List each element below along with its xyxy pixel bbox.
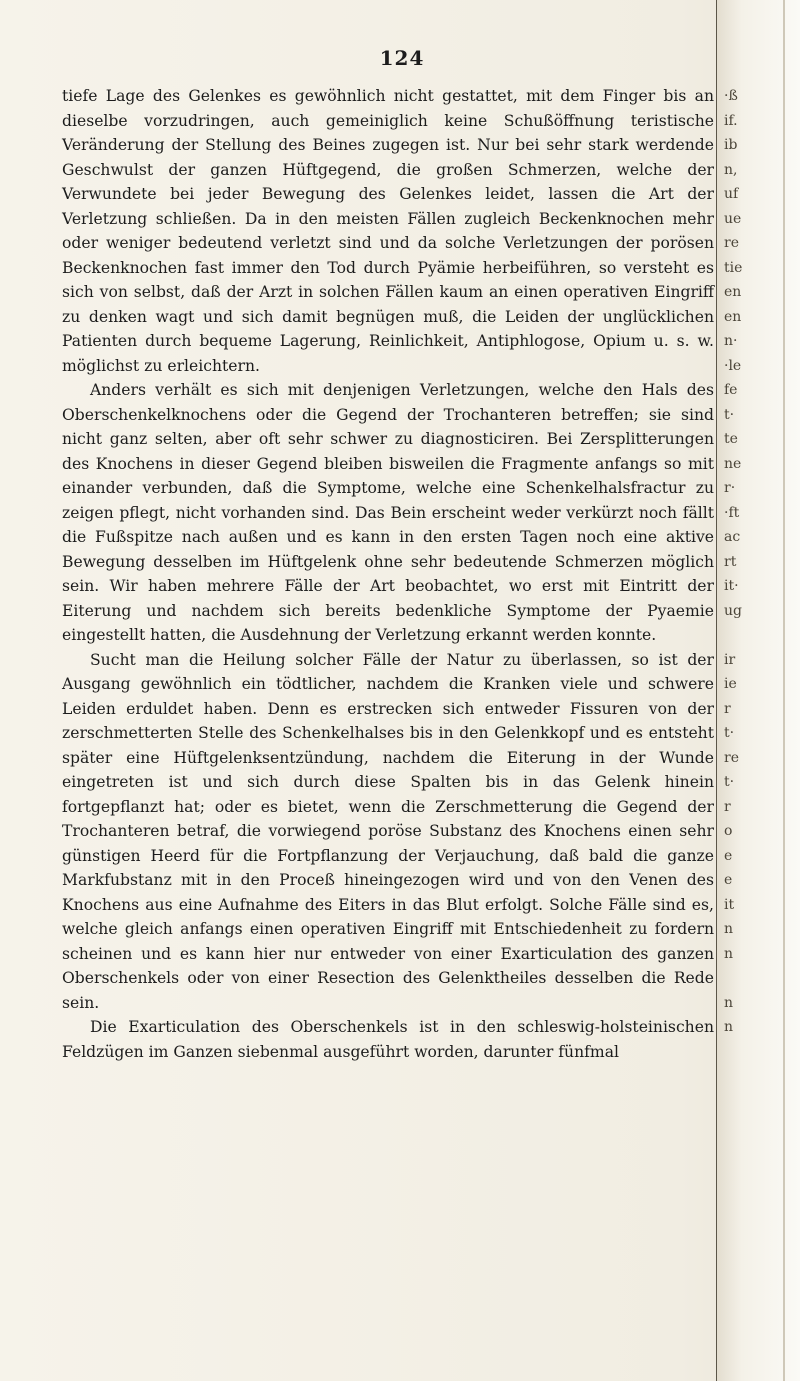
adjacent-page-fragment: ·ß <box>724 88 738 104</box>
adjacent-page-fragment <box>724 966 764 991</box>
adjacent-page-fragment <box>724 623 764 648</box>
adjacent-page-fragment: en <box>724 284 742 300</box>
adjacent-page-fragment: tie <box>724 259 743 276</box>
adjacent-page-fragment: ie <box>724 676 737 692</box>
adjacent-page-fragment: rt <box>724 553 737 570</box>
adjacent-page-fragment: n, <box>724 161 738 178</box>
adjacent-page-fragment: n <box>724 945 734 962</box>
adjacent-page-fragment: o <box>724 823 733 839</box>
adjacent-page-fragment: ue <box>724 210 742 227</box>
adjacent-page-fragment: ac <box>724 529 741 545</box>
adjacent-page-fragment: uf <box>724 186 739 202</box>
adjacent-page-fragment: e <box>724 872 733 888</box>
adjacent-page-fragment: re <box>724 235 739 251</box>
adjacent-page-fragment: t· <box>724 725 735 741</box>
adjacent-page-fragment: ib <box>724 137 738 153</box>
adjacent-page-fragment: e <box>724 847 733 864</box>
adjacent-page-fragment: fe <box>724 382 738 398</box>
adjacent-page-fragment: t· <box>724 774 735 790</box>
adjacent-page-fragment: n <box>724 994 734 1011</box>
adjacent-page-fragment: r· <box>724 480 736 496</box>
body-text <box>62 84 714 1064</box>
adjacent-page-fragment: it <box>724 896 735 913</box>
adjacent-page-fragment: it· <box>724 578 739 594</box>
adjacent-page-fragment: n <box>724 921 734 937</box>
adjacent-page-fragment: ug <box>724 602 742 619</box>
adjacent-page-fragment: if. <box>724 112 738 129</box>
adjacent-page-fragment: n· <box>724 333 738 349</box>
adjacent-page-text-fragments <box>724 84 764 1040</box>
adjacent-page-fragment: en <box>724 308 742 325</box>
page-edge-line <box>783 0 785 1381</box>
adjacent-page-fragment: n <box>724 1019 734 1035</box>
paragraph-3: Sucht man die Heilung solcher Fälle der Natur zu überlassen, so ist der Ausgang gewöhnlich ein tödtlicher, nachdem die Kranken viele und schwere Leiden erduldet haben. Denn es erstrecken sich entweder Fissuren von der zerschmetterten Stelle des Schenkelhalses bis in den Gelenkkopf und es entsteht später eine Hüftgelenksentzündung, nachdem die Eiterung in der Wunde eingetreten ist und sich durch diese Spalten bis in das Gelenk hinein fortgepflanzt hat; oder es bietet, wenn die Zerschmetterung die Gegend der Trochanteren betraf, die vorwiegend poröse Substanz des Knochens einen sehr günstigen Heerd für die Fortpflanzung der Verjauchung, daß bald die ganze Markfubstanz mit in den Proceß hineingezogen wird und von den Venen des Knochens aus eine Aufnahme des Eiters in das Blut erfolgt. Solche Fälle sind es, welche gleich anfangs einen operativen Eingriff mit Entschiedenheit zu fordern scheinen und es kann hier nur entweder von einer Exarticulation des ganzen Oberschenkels oder von einer Resection des Gelenktheiles desselben die Rede sein. <box>62 650 714 1012</box>
paragraph-2: Anders verhält es sich mit denjenigen Verletzungen, welche den Hals des Oberschenkelknochens oder die Gegend der Trochanteren betreffen; sie sind nicht ganz selten, aber oft sehr schwer zu diagnosticiren. Bei Zersplitterungen des Knochens in dieser Gegend bleiben bisweilen die Fragmente anfangs so mit einander verbunden, daß die Symptome, welche eine Schenkelhalsfractur zu zeigen pflegt, nicht vorhanden sind. Das Bein erscheint weder verkürzt noch fällt die Fußspitze nach außen und es kann in den ersten Tagen noch eine aktive Bewegung desselben im Hüftgelenk ohne sehr bedeutende Schmerzen möglich sein. Wir haben mehrere Fälle der Art beobachtet, wo erst mit Eintritt der Eiterung und nachdem sich bereits bedenkliche Symptome der Pyaemie eingestellt hatten, die Ausdehnung der Verletzung erkannt werden konnte. <box>62 381 714 644</box>
adjacent-page-fragment: r <box>724 798 731 815</box>
paragraph-4: Die Exarticulation des Oberschenkels ist in den schleswig-holsteinischen Feldzügen im Ganzen siebenmal ausgeführt worden, darunter fünfmal <box>62 1018 714 1061</box>
adjacent-page-fragment: ir <box>724 651 736 668</box>
adjacent-page-fragment: t· <box>724 406 735 423</box>
paragraph-1: tiefe Lage des Gelenkes es gewöhnlich nicht gestattet, mit dem Finger bis an dieselbe vorzudringen, auch gemeiniglich keine Schußöffnung teristische Veränderung der Stellung des Beines zugegen ist. Nur bei sehr stark werdende Geschwulst der ganzen Hüftgegend, die großen Schmerzen, welche der Verwundete bei jeder Bewegung des Gelenkes leidet, lassen die Art der Verletzung schließen. Da in den meisten Fällen zugleich Beckenknochen mehr oder weniger bedeutend verletzt sind und da solche Verletzungen der porösen Beckenknochen fast immer den Tod durch Pyämie herbeiführen, so versteht es sich von selbst, daß der Arzt in solchen Fällen kaum an einen operativen Eingriff zu denken wagt und sich damit begnügen muß, die Leiden der unglücklichen Patienten durch bequeme Lagerung, Reinlichkeit, Antiphlogose, Opium u. s. w. möglichst zu erleichtern. <box>62 87 714 375</box>
page-number: 124 <box>379 46 425 70</box>
adjacent-page-fragment: te <box>724 431 738 447</box>
adjacent-page-fragment: ne <box>724 455 742 472</box>
adjacent-page-fragment: re <box>724 749 739 766</box>
adjacent-page-fragment: r <box>724 700 731 717</box>
adjacent-page-fragment: ·le <box>724 357 742 374</box>
adjacent-page-fragment: ·ft <box>724 504 740 521</box>
